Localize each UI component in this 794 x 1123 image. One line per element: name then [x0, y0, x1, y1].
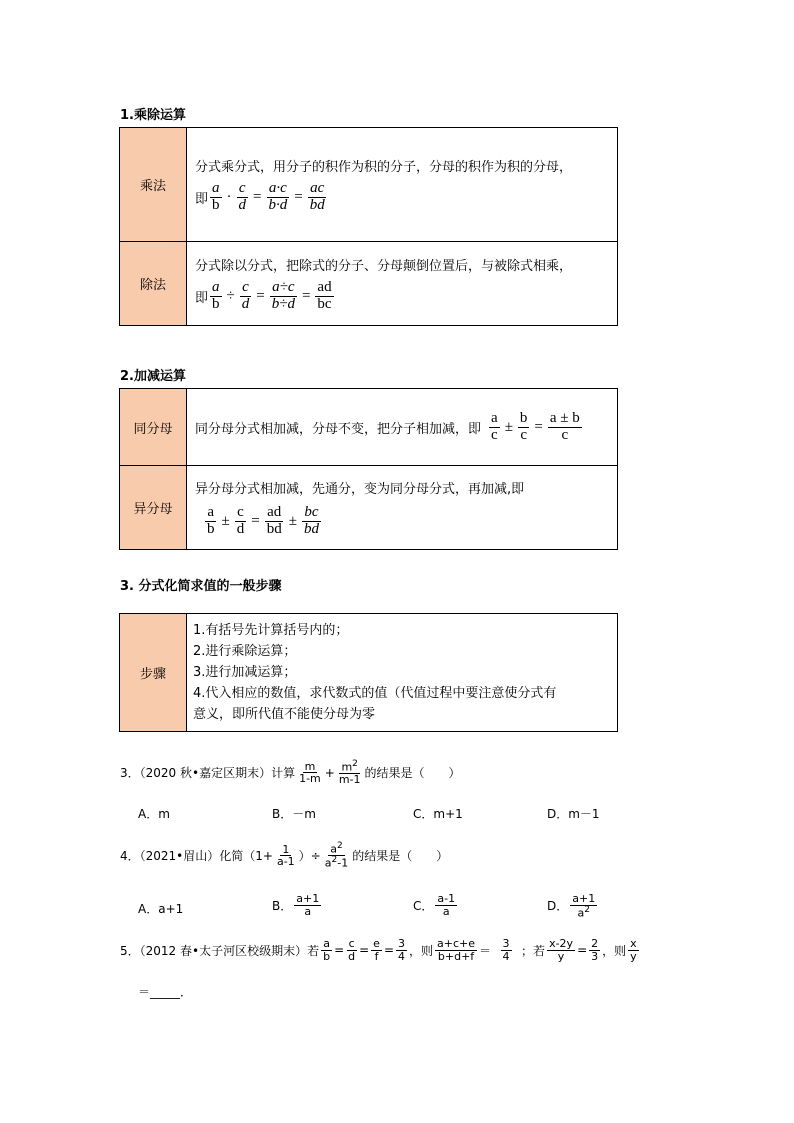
- q5-answer-blank[interactable]: ＝_____．: [138, 985, 193, 999]
- step-item: 4.代入相应的数值，求代数式的值（代值过程中要注意使分式有: [193, 686, 557, 701]
- mul-div-table: [119, 127, 618, 326]
- q3-option-d[interactable]: D．m－1: [547, 807, 600, 821]
- rule-text: 同分母分式相加减，分母不变，把分子相加减，即: [195, 421, 482, 437]
- row-content-diff-denominator: [187, 466, 618, 550]
- row-content-divide: [187, 242, 618, 326]
- multiply-formula: 即 $\frac{a}{b}$ · $\frac{c}{d}$ = $\frac{a\cdot c}{b\cdot d}$ = $\frac{ac}{bd}$: [195, 179, 325, 213]
- question-4: 4．（2021•眉山）化简（1+ $\frac{1}{a-1}$ ）÷ $\frac{a^2}{a^2-1}$ 的结果是（ ）: [120, 841, 449, 870]
- rule-text: 分式除以分式，把除式的分子、分母颠倒位置后，与被除式相乘，: [195, 258, 573, 274]
- question-tail: 的结果是（ ）: [364, 766, 461, 781]
- steps-table: [119, 613, 618, 732]
- divide-formula: 即 $\frac{a}{b}$ ÷ $\frac{c}{d}$ = $\frac{a\div c}{b\div d}$ = $\frac{ad}{bc}$: [195, 278, 332, 312]
- table-row: [120, 466, 618, 550]
- step-item: 2.进行乘除运算；: [193, 644, 297, 659]
- table-row: [120, 242, 618, 326]
- same-denominator-formula: $\frac{a}{c}$ ± $\frac{b}{c}$ = $\frac{a \pm b}{c}$: [491, 409, 580, 443]
- question-middle: ）÷: [298, 849, 321, 864]
- step-item: 意义，即所代值不能使分母为零: [193, 707, 376, 722]
- table-row: [120, 128, 618, 242]
- table-row: [120, 389, 618, 466]
- q3-option-c[interactable]: C．m+1: [413, 807, 463, 821]
- row-label-steps: 步骤: [120, 614, 187, 732]
- rule-text: 分式乘分式，用分子的积作为积的分子，分母的积作为积的分母，: [195, 159, 573, 175]
- step-item: 1.有括号先计算括号内的；: [193, 623, 349, 638]
- rule-text: 异分母分式相加减，先通分，变为同分母分式，再加减,即: [195, 481, 525, 497]
- q3-option-b[interactable]: B．－m: [272, 807, 316, 821]
- q4-option-c[interactable]: C． $\frac{a-1}{a}$: [413, 892, 456, 918]
- section3-heading: 3. 分式化简求值的一般步骤: [120, 579, 282, 594]
- steps-list: [187, 614, 618, 732]
- row-content-same-denominator: [187, 389, 618, 466]
- question-tail: 的结果是（ ）: [352, 849, 449, 864]
- add-sub-table: [119, 388, 618, 550]
- q4-option-a[interactable]: A．a+1: [138, 902, 184, 916]
- question-stem: 5．（2012 春•太子河区校级期末）若: [120, 943, 320, 958]
- row-label-diff-denominator: 异分母: [120, 466, 187, 550]
- question-5: 5．（2012 春•太子河区校级期末）若 $\frac{a}{b}$ = $\frac{c}{d}$ = $\frac{e}{f}$ = $\frac{3}{4}$ ，则 $\frac{a+c+e}{b+d+f}$ ＝ $\frac{3}{4}$ ；若 $\frac{x-2y}{y}$ = $\frac{2}{3}$ ，则 $\frac{x}{y}$: [120, 937, 637, 963]
- q4-option-b[interactable]: B． $\frac{a+1}{a}$: [272, 892, 320, 918]
- question-stem: 4．（2021•眉山）化简（1+: [120, 849, 273, 864]
- table-row: [120, 614, 618, 732]
- row-content-multiply: [187, 128, 618, 242]
- q3-option-a[interactable]: A．m: [138, 807, 170, 821]
- question-stem: 3．（2020 秋•嘉定区期末）计算: [120, 766, 296, 781]
- row-label-divide: 除法: [120, 242, 187, 326]
- q4-option-d[interactable]: D． $\frac{a+1}{a^2}$: [547, 892, 596, 920]
- diff-denominator-formula: $\frac{a}{b}$ ± $\frac{c}{d}$ = $\frac{ad}{bd}$ ± $\frac{bc}{bd}$: [207, 503, 319, 537]
- question-3: 3．（2020 秋•嘉定区期末）计算 $\frac{m}{1-m}$ + $\frac{m^2}{m-1}$ 的结果是（ ）: [120, 759, 461, 787]
- section2-heading: 2.加减运算: [120, 369, 186, 384]
- row-label-same-denominator: 同分母: [120, 389, 187, 466]
- row-label-multiply: 乘法: [120, 128, 187, 242]
- step-item: 3.进行加减运算；: [193, 665, 297, 680]
- section1-heading: 1.乘除运算: [120, 108, 186, 123]
